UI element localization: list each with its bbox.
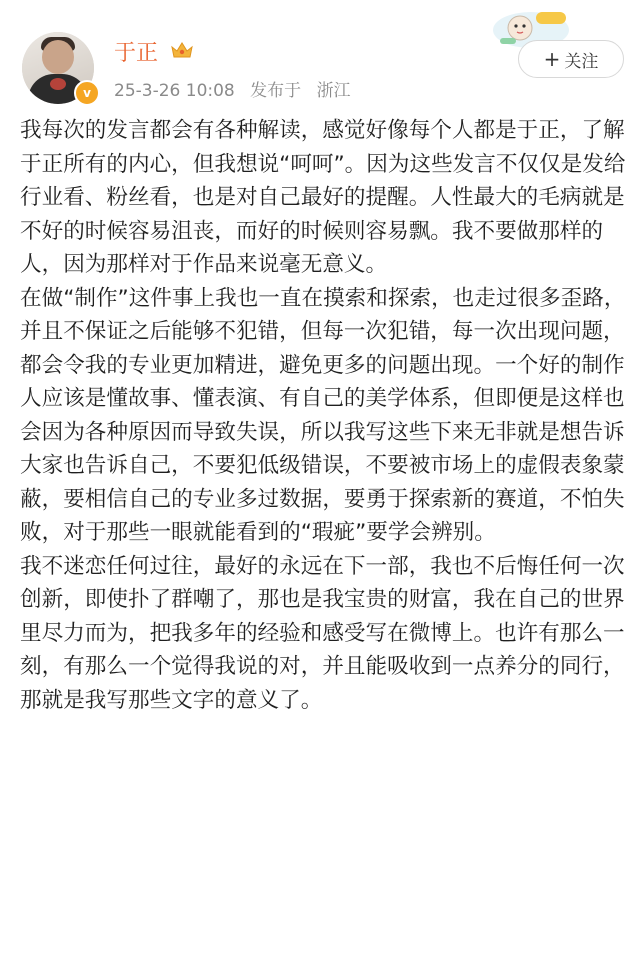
verified-badge-icon: v (74, 80, 100, 106)
follow-label: 关注 (564, 51, 599, 72)
post-header (0, 0, 638, 112)
post-meta (114, 76, 361, 101)
follow-button[interactable] (518, 40, 624, 78)
post-paragraph: 我不迷恋任何过往，最好的永远在下一部，我也不后悔任何一次创新，即使扑了群嘲了，那也是我宝贵的财富，我在自己的世界里尽力而为，把我多年的经验和感受写在微博上。也许有那么一刻，有那么一个觉得我说的对，并且能吸收到一点养分的同行，那就是我写那些文字的意义了。 (20, 553, 625, 713)
post-content (20, 114, 630, 717)
post-location: 浙江 (316, 81, 351, 101)
post-timestamp: 25-3-26 10:08 (114, 81, 235, 101)
crown-icon (170, 40, 194, 60)
author-name[interactable]: 于正 (114, 41, 159, 66)
post-paragraph: 我每次的发言都会有各种解读，感觉好像每个人都是于正，了解于正所有的内心，但我想说“呵呵”。因为这些发言不仅仅是发给行业看、粉丝看，也是对自己最好的提醒。人性最大的毛病就是不好的时候容易沮丧，而好的时候则容易飘。我不要做那样的人，因为那样对于作品来说毫无意义。 (20, 118, 626, 277)
published-from-label: 发布于 (250, 81, 302, 101)
post-paragraph: 在做“制作”这件事上我也一直在摸索和探索，也走过很多歪路，并且不保证之后能够不犯错，但每一次犯错，每一次出现问题，都会令我的专业更加精进，避免更多的问题出现。一个好的制作人应该是懂故事、懂表演、有自己的美学体系，但即便是这样也会因为各种原因而导致失误，所以我写这些下来无非就是想告诉大家也告诉自己，不要犯低级错误，不要被市场上的虚假表象蒙蔽，要相信自己的专业多过数据，要勇于探索新的赛道，不怕失败，对于那些一眼就能看到的“瑕疵”要学会辨别。 (20, 285, 626, 545)
plus-icon: + (543, 47, 561, 71)
